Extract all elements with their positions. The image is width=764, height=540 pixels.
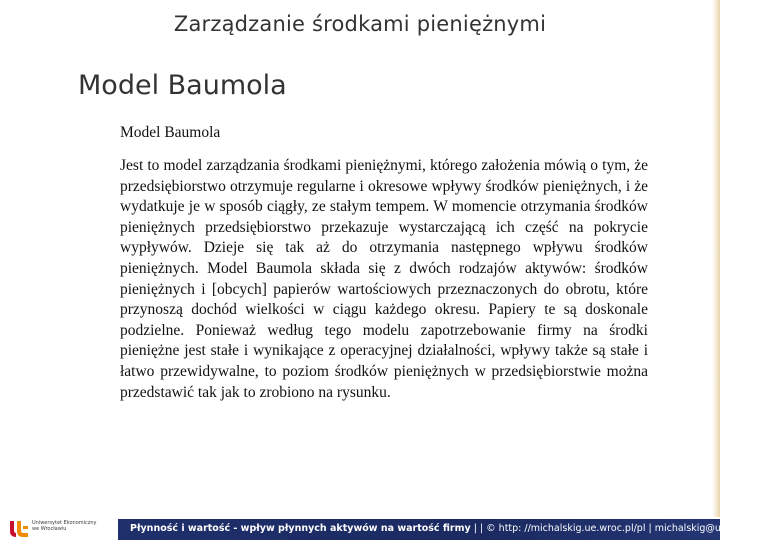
content-title: Model Baumola [120,124,221,141]
footer-text [130,523,764,534]
footer-topic: Płynność i wartość - wpływ płynnych aktywów na wartość firmy [130,523,471,534]
logo-text: Uniwersytet Ekonomiczny we Wrocławiu [32,520,97,532]
content-block [120,124,648,403]
university-logo-icon [8,519,30,539]
footer [0,517,764,540]
slide-heading: Model Baumola [78,70,287,101]
footer-credits: | | © http: //michalskig.ue.wroc.pl/pl | michalskig@ue.wroc.pl [470,523,764,534]
university-logo [8,519,108,539]
page-header-title: Zarządzanie środkami pieniężnymi [173,12,547,36]
right-edge-decoration [712,0,720,518]
content-body: Jest to model zarządzania środkami pieniężnymi, którego założenia mówią o tym, że przedsiębiorstwo otrzymuje regularne i okresowe wpływy środków pieniężnych, i że wydatkuje je w sposób ciągły, ze stałym tempem. W momencie otrzymania środków pieniężnych przedsiębiorstwo przekazuje wystarczającą ich część na pokrycie wypływów. Dzieje się tak aż do otrzymania następnego wpływu środków pieniężnych. Model Baumola składa się z dwóch rodzajów aktywów: środków pieniężnych i [obcych] papierów wartościowych przeznaczonych do obrotu, które przynoszą dochód wielkości w ciągu każdego okresu. Papiery te są doskonale podzielne. Ponieważ według tego modelu zapotrzebowanie firmy na środki pieniężne jest stałe i wynikające z operacyjnej działalności, wpływy także są stałe i łatwo przewidywalne, to poziom środków pieniężnych w przedsiębiorstwie można przedstawić tak jak to zrobiono na rysunku. [120,157,648,401]
